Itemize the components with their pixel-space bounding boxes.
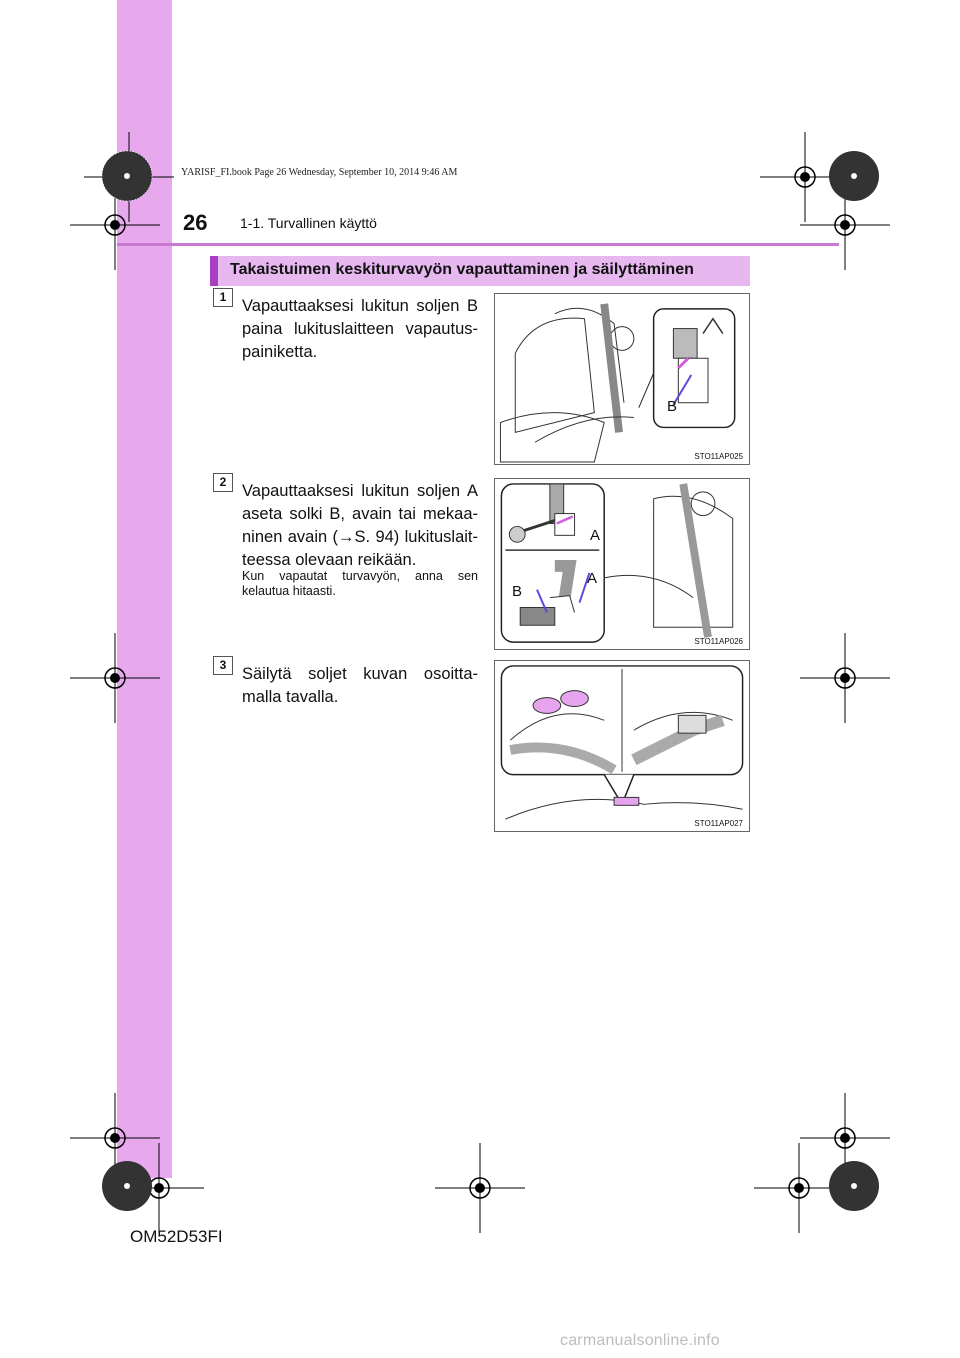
step-text-1: Vapauttaaksesi lukitun soljen B paina lukituslaitteen vapautus-painiketta. — [242, 297, 478, 361]
step-number-1: 1 — [213, 288, 233, 307]
document-code: OM52D53FI — [130, 1227, 223, 1246]
banner-title: Takaistuimen keskiturvavyön vapauttaminen ja säilyttäminen — [230, 261, 694, 278]
sunburst-mark-icon — [828, 1160, 880, 1212]
registration-mark-icon — [435, 1143, 525, 1233]
step-note-2: Kun vapautat turvavyön, anna sen kelautua hitaasti. — [242, 569, 478, 598]
seat-illustration-icon — [495, 294, 749, 464]
step-text-2: Vapauttaaksesi lukitun soljen A aseta solki B, avain tai mekaa-ninen avain (→S. 94) lukituslait-teessa olevaan reikään. — [242, 482, 478, 569]
watermark-website: carmanualsonline.info — [560, 1332, 720, 1349]
step-number-2: 2 — [213, 473, 233, 492]
figure-seatbelt-release-button — [494, 293, 750, 465]
registration-mark-icon — [70, 633, 160, 723]
figure-buckle-storage — [494, 660, 750, 832]
sunburst-mark-icon — [828, 150, 880, 202]
label-a-bottom: A — [587, 570, 598, 587]
step-text-3: Säilytä soljet kuvan osoitta-malla tavalla. — [242, 665, 478, 706]
section-banner — [210, 256, 750, 286]
figure-code: STO11AP026 — [694, 637, 743, 646]
label-b: B — [667, 398, 678, 415]
section-title: 1-1. Turvallinen käyttö — [240, 215, 377, 231]
header-rule — [117, 243, 839, 246]
storage-illustration-icon — [495, 661, 749, 831]
registration-mark-icon — [800, 633, 890, 723]
sunburst-mark-icon — [101, 150, 153, 202]
step-number-3: 3 — [213, 656, 233, 675]
print-info: YARISF_FI.book Page 26 Wednesday, September 10, 2014 9:46 AM — [181, 167, 458, 178]
label-b: B — [512, 583, 523, 600]
sunburst-mark-icon — [101, 1160, 153, 1212]
figure-seatbelt-unlock — [494, 478, 750, 650]
buckle-illustration-icon — [495, 479, 749, 649]
page-number: 26 — [183, 210, 208, 235]
label-a-top: A — [590, 527, 601, 544]
figure-code: STO11AP027 — [694, 819, 743, 828]
figure-code: STO11AP025 — [694, 452, 743, 461]
